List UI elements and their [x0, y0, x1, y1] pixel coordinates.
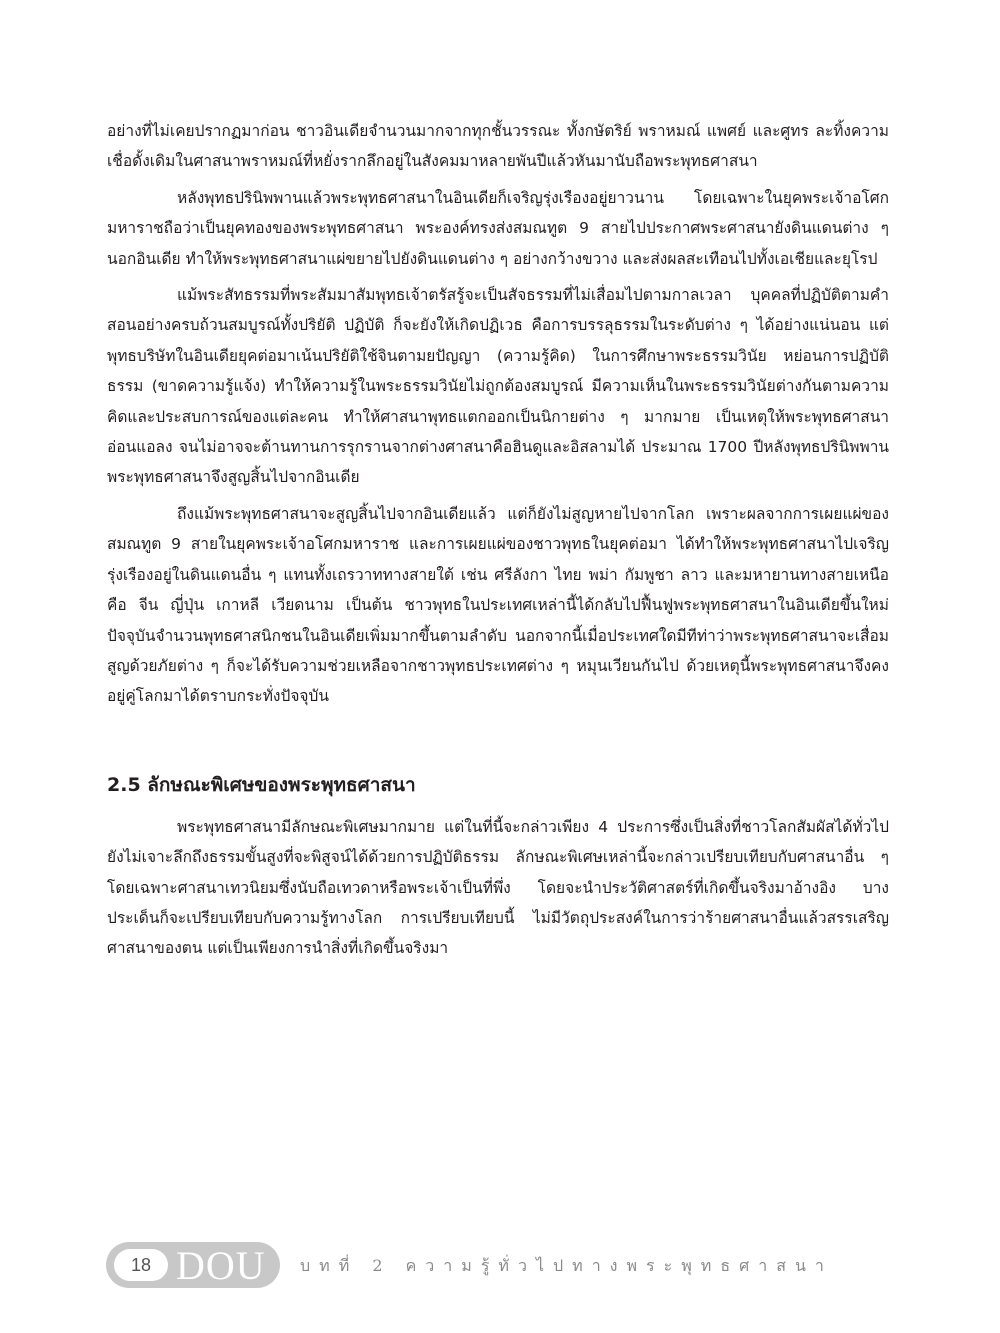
section-heading: 2.5 ลักษณะพิเศษของพระพุทธศาสนา	[107, 773, 416, 796]
paragraph-after-parinibbana: หลังพุทธปรินิพพานแล้วพระพุทธศาสนาในอินเดียก็เจริญรุ่งเรืองอยู่ยาวนาน โดยเฉพาะในยุคพระเจ้าอโศกมหาราชถือว่าเป็นยุคทองของพระพุทธศาสนา พระองค์ทรงส่งสมณทูต 9 สายไปประกาศพระศาสนายังดินแดนต่าง ๆ นอกอินเดีย ทำให้พระพุทธศาสนาแผ่ขยายไปยังดินแดนต่าง ๆ อย่างกว้างขวาง และส่งผลสะเทือนไปทั้งเอเชียและยุโรป	[107, 188, 889, 268]
page-number: 18	[114, 1249, 168, 1281]
paragraph-continued: อย่างที่ไม่เคยปรากฏมาก่อน ชาวอินเดียจำนวนมากจากทุกชั้นวรรณะ ทั้งกษัตริย์ พราหมณ์ แพศย์ และศูทร ละทิ้งความเชื่อดั้งเดิมในศาสนาพราหมณ์ที่หยั่งรากลึกอยู่ในสังคมมาหลายพันปีแล้วหันมานับถือพระพุทธศาสนา	[107, 122, 889, 171]
paragraph-spread: ถึงแม้พระพุทธศาสนาจะสูญสิ้นไปจากอินเดียแล้ว แต่ก็ยังไม่สูญหายไปจากโลก เพราะผลจากการเผยแผ่ของสมณทูต 9 สายในยุคพระเจ้าอโศกมหาราช และการเผยแผ่ของชาวพุทธในยุคต่อมา ได้ทำให้พระพุทธศาสนาไปเจริญรุ่งเรืองอยู่ในดินแดนอื่น ๆ แทนทั้งเถรวาททางสายใต้ เช่น ศรีลังกา ไทย พม่า กัมพูชา ลาว และมหายานทางสายเหนือ คือ จีน ญี่ปุ่น เกาหลี เวียดนาม เป็นต้น ชาวพุทธในประเทศเหล่านี้ได้กลับไปฟื้นฟูพระพุทธศาสนาในอินเดียขึ้นใหม่ ปัจจุบันจำนวนพุทธศาสนิกชนในอินเดียเพิ่มมากขึ้นตามลำดับ นอกจากนี้เมื่อประเทศใดมีทีท่าว่าพระพุทธศาสนาจะเสื่อมสูญด้วยภัยต่าง ๆ ก็จะได้รับความช่วยเหลือจากชาวพุทธประเทศต่าง ๆ หมุนเวียนกันไป ด้วยเหตุนี้พระพุทธศาสนาจึงคงอยู่คู่โลกมาได้ตราบกระทั่งปัจจุบัน	[107, 504, 889, 706]
page-footer	[106, 1242, 906, 1292]
section-paragraph: พระพุทธศาสนามีลักษณะพิเศษมากมาย แต่ในที่นี้จะกล่าวเพียง 4 ประการซึ่งเป็นสิ่งที่ชาวโลกสัมผัสได้ทั่วไป ยังไม่เจาะลึกถึงธรรมขั้นสูงที่จะพิสูจน์ได้ด้วยการปฏิบัติธรรม ลักษณะพิเศษเหล่านี้จะกล่าวเปรียบเทียบกับศาสนาอื่น ๆ โดยเฉพาะศาสนาเทวนิยมซึ่งนับถือเทวดาหรือพระเจ้าเป็นที่พึ่ง โดยจะนำประวัติศาสตร์ที่เกิดขึ้นจริงมาอ้างอิง บางประเด็นก็จะเปรียบเทียบกับความรู้ทางโลก การเปรียบเทียบนี้ ไม่มีวัตถุประสงค์ในการว่าร้ายศาสนาอื่นแล้วสรรเสริญศาสนาของตน แต่เป็นเพียงการนำสิ่งที่เกิดขึ้นจริงมา	[107, 817, 889, 958]
dou-logo: DOU	[176, 1243, 266, 1288]
page-body	[107, 116, 889, 970]
paragraph-decline: แม้พระสัทธรรมที่พระสัมมาสัมพุทธเจ้าตรัสรู้จะเป็นสัจธรรมที่ไม่เสื่อมไปตามกาลเวลา บุคคลที่ปฏิบัติตามคำสอนอย่างครบถ้วนสมบูรณ์ทั้งปริยัติ ปฏิบัติ ก็จะยังให้เกิดปฏิเวธ คือการบรรลุธรรมในระดับต่าง ๆ ได้อย่างแน่นอน แต่พุทธบริษัทในอินเดียยุคต่อมาเน้นปริยัติใช้จินตามยปัญญา (ความรู้คิด) ในการศึกษาพระธรรมวินัย หย่อนการปฏิบัติธรรม (ขาดความรู้แจ้ง) ทำให้ความรู้ในพระธรรมวินัยไม่ถูกต้องสมบูรณ์ มีความเห็นในพระธรรมวินัยต่างกันตามความคิดและประสบการณ์ของแต่ละคน ทำให้ศาสนาพุทธแตกออกเป็นนิกายต่าง ๆ มากมาย เป็นเหตุให้พระพุทธศาสนาอ่อนแอลง จนไม่อาจจะต้านทานการรุกรานจากต่างศาสนาคือฮินดูและอิสลามได้ ประมาณ 1700 ปีหลังพุทธปรินิพพานพระพุทธศาสนาจึงสูญสิ้นไปจากอินเดีย	[107, 286, 889, 487]
chapter-title: บทที่ 2 ความรู้ทั่วไปทางพระพุทธศาสนา	[300, 1256, 833, 1275]
footer-logo-pill	[106, 1242, 280, 1288]
